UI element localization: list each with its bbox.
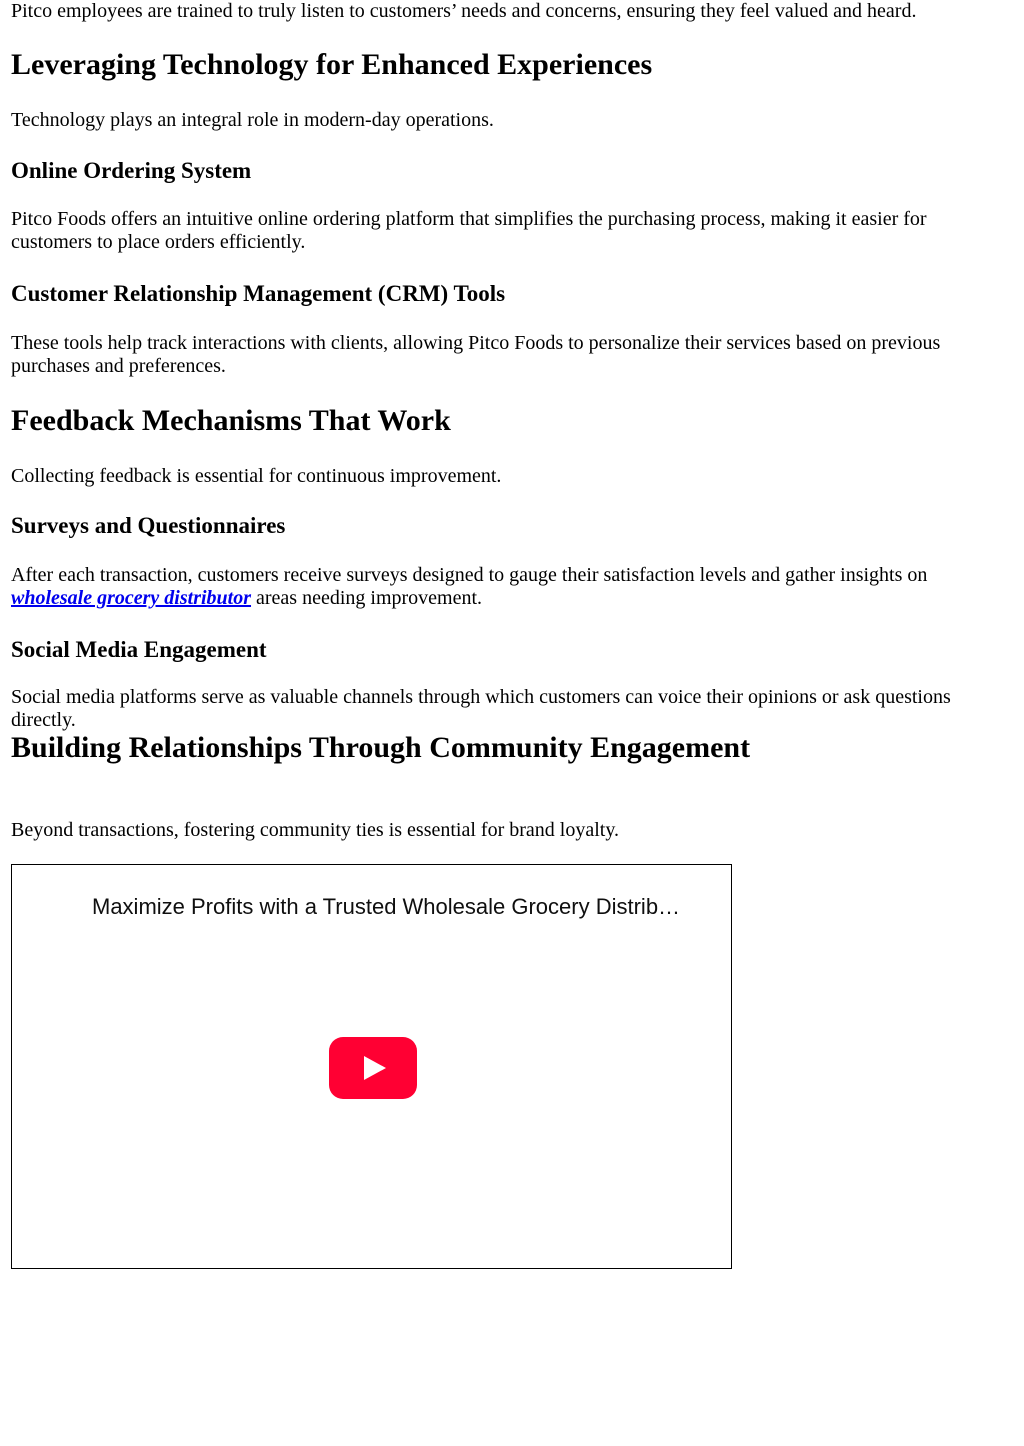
crm-heading: Customer Relationship Management (CRM) Tools — [11, 281, 506, 306]
community-paragraph: Beyond transactions, fostering community ties is essential for brand loyalty. — [11, 819, 620, 841]
youtube-play-icon[interactable] — [329, 1037, 417, 1099]
intro-paragraph: Pitco employees are trained to truly listen to customers’ needs and concerns, ensuring they feel valued and heard. — [11, 0, 917, 22]
feedback-paragraph: Collecting feedback is essential for continuous improvement. — [11, 465, 502, 487]
surveys-paragraph — [11, 564, 1011, 610]
surveys-text-after: areas needing improvement. — [251, 587, 483, 609]
social-media-paragraph: Social media platforms serve as valuable channels through which customers can voice their opinions or ask questions directly. — [11, 686, 951, 731]
tech-paragraph: Technology plays an integral role in modern-day operations. — [11, 109, 494, 131]
surveys-text-before: After each transaction, customers receive surveys designed to gauge their satisfaction levels and gather insights on — [11, 564, 928, 586]
crm-paragraph: These tools help track interactions with clients, allowing Pitco Foods to personalize their services based on previous purchases and preferences. — [11, 332, 941, 377]
youtube-video-embed[interactable] — [11, 864, 732, 1269]
video-title[interactable]: Maximize Profits with a Trusted Wholesale Grocery Distrib… — [92, 894, 681, 919]
surveys-heading: Surveys and Questionnaires — [11, 513, 286, 538]
tech-heading: Leveraging Technology for Enhanced Experiences — [11, 48, 653, 81]
online-ordering-paragraph: Pitco Foods offers an intuitive online ordering platform that simplifies the purchasing process, making it easier for customers to place orders efficiently. — [11, 208, 927, 253]
community-heading: Building Relationships Through Community Engagement — [11, 731, 751, 764]
feedback-heading: Feedback Mechanisms That Work — [11, 404, 451, 437]
wholesale-grocery-distributor-link[interactable]: wholesale grocery distributor — [11, 587, 252, 609]
social-media-heading: Social Media Engagement — [11, 637, 267, 662]
online-ordering-heading: Online Ordering System — [11, 158, 252, 183]
